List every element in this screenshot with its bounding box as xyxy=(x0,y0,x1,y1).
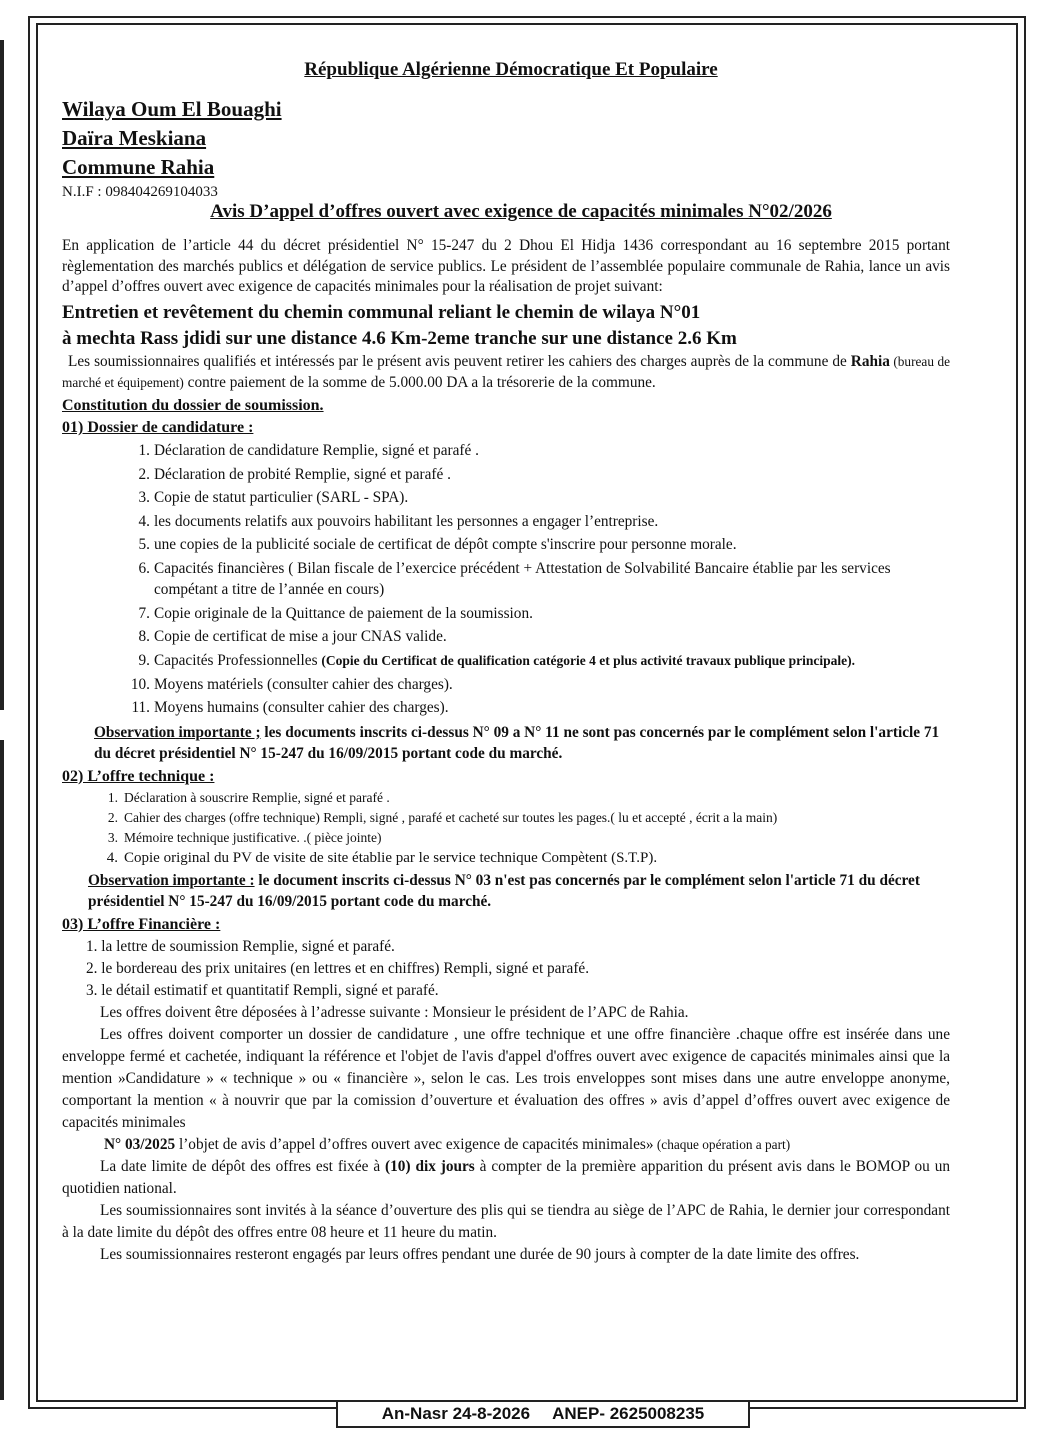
item-number: 1. xyxy=(107,789,118,805)
item-number: 1. xyxy=(138,442,150,460)
candidature-title: 01) Dossier de candidature : xyxy=(62,419,254,437)
republic-heading: République Algérienne Démocratique Et Populaire xyxy=(304,59,718,80)
item-number: 10. xyxy=(130,675,150,693)
item-number: 9. xyxy=(138,651,150,669)
reference-line xyxy=(62,1134,950,1156)
observation-text: le document inscrits ci-dessus N° 03 n'est pas concernés par le complément selon l'article 71 du décret présidentiel N° 15-247 du 16/09/2015 portant code du marché. xyxy=(88,871,920,910)
item-text: Capacités financières ( Bilan fiscale de l’exercice précédent + Attestation de Solvabilité Bancaire établie par les services compétant a titre de l’année en cours) xyxy=(154,559,891,598)
list-item xyxy=(138,625,950,649)
list-item xyxy=(138,650,950,671)
commune-line: Commune Rahia xyxy=(62,154,215,179)
retrait-rahia: Rahia xyxy=(850,352,890,370)
reference-text: l’objet de avis d’appel d’offres ouvert avec exigence de capacités minimales» xyxy=(175,1135,654,1153)
item-number: 4. xyxy=(138,512,150,530)
list-item xyxy=(107,828,950,848)
publication-footer xyxy=(336,1400,750,1428)
anep-reference: ANEP- 2625008235 xyxy=(552,1404,705,1423)
daira-line: Daïra Meskiana xyxy=(62,125,207,150)
item-text: Déclaration de probité Remplie, signé et parafé . xyxy=(154,465,451,483)
observation-technique xyxy=(62,870,950,912)
retrait-part2: contre paiement de la somme de 5.000.00 DA a la trésorerie de la commune. xyxy=(183,373,656,391)
list-item xyxy=(131,696,950,720)
list-item xyxy=(138,463,950,487)
observation-text: les documents inscrits ci-dessus N° 09 a N° 11 ne sont pas concernés par le complément selon l'article 71 du décret présidentiel N° 15-247 du 16/09/2015 portant code du marché. xyxy=(94,723,940,762)
project-line-1: Entretien et revêtement du chemin communal reliant le chemin de wilaya N°01 xyxy=(62,301,701,323)
item-number: 3. xyxy=(138,489,150,507)
candidature-list xyxy=(62,439,950,720)
retrait-bureau: (bureau de marché et équipement) xyxy=(62,353,950,390)
delai-days: (10) dix jours xyxy=(385,1157,475,1175)
list-item xyxy=(138,533,950,557)
newspaper-date: An-Nasr 24-8-2026 xyxy=(381,1404,531,1423)
item-number: 11. xyxy=(131,699,150,717)
technique-list xyxy=(62,788,950,868)
financiere-title: 03) L’offre Financière : xyxy=(62,915,221,933)
list-item xyxy=(138,486,950,510)
list-item xyxy=(107,788,950,808)
list-item: 3. le détail estimatif et quantitatif Rempli, signé et parafé. xyxy=(86,981,439,999)
item-text: les documents relatifs aux pouvoirs habilitant les personnes a engager l’entreprise. xyxy=(154,512,659,530)
list-item xyxy=(138,602,950,626)
item-text-bold: (Copie du Certificat de qualification catégorie 4 et plus activité travaux publique principale). xyxy=(321,652,855,668)
item-text: Capacités Professionnelles xyxy=(154,651,322,669)
wilaya-line: Wilaya Oum El Bouaghi xyxy=(62,96,282,121)
observation-label: Observation importante ; xyxy=(94,723,261,741)
delai-paragraph xyxy=(62,1156,950,1200)
observation-candidature xyxy=(62,722,950,764)
list-item xyxy=(138,558,950,600)
item-text: Moyens humains (consulter cahier des charges). xyxy=(154,699,449,717)
list-item xyxy=(138,439,950,463)
item-number: 2. xyxy=(138,465,150,483)
constitution-title: Constitution du dossier de soumission. xyxy=(62,397,324,415)
item-text: Déclaration de candidature Remplie, signé et parafé . xyxy=(154,442,479,460)
delai-text-2: à compter de la première apparition du présent avis dans le BOMOP ou un quotidien national. xyxy=(62,1157,950,1197)
observation-label: Observation importante : xyxy=(88,871,255,889)
list-item: 2. le bordereau des prix unitaires (en lettres et en chiffres) Rempli, signé et parafé. xyxy=(86,959,590,977)
item-text: Copie originale de la Quittance de paiement de la soumission. xyxy=(154,604,533,622)
item-text: Déclaration à souscrire Remplie, signé et parafé . xyxy=(124,789,390,805)
item-number: 3. xyxy=(107,829,118,845)
item-text: une copies de la publicité sociale de certificat de dépôt compte s'inscrire pour personne morale. xyxy=(154,536,737,554)
reference-number: N° 03/2025 xyxy=(104,1135,176,1153)
item-text: Cahier des charges (offre technique) Rempli, signé , parafé et cacheté sur toutes les pages.( lu et accepté , écrit a la main) xyxy=(124,809,778,825)
retrait-paragraph xyxy=(62,352,950,393)
technique-title: 02) L’offre technique : xyxy=(62,767,215,785)
adresse-paragraph: Les offres doivent être déposées à l’adresse suivante : Monsieur le président de l’APC de Rahia. xyxy=(100,1003,689,1021)
list-item xyxy=(138,510,950,534)
item-text: Mémoire technique justificative. .( pièce jointe) xyxy=(124,829,382,845)
item-text: Moyens matériels (consulter cahier des charges). xyxy=(154,675,453,693)
list-item xyxy=(107,808,950,828)
list-item xyxy=(106,848,950,868)
item-number: 7. xyxy=(138,604,150,622)
item-text: Copie de certificat de mise a jour CNAS valide. xyxy=(154,628,447,646)
project-line-2: à mechta Rass jdidi sur une distance 4.6 Km-2eme tranche sur une distance 2.6 Km xyxy=(62,327,737,349)
engagement-paragraph: Les soumissionnaires resteront engagés par leurs offres pendant une durée de 90 jours à compter de la date limite des offres. xyxy=(100,1245,860,1263)
item-text: Copie original du PV de visite de site établie par le service technique Compètent (S.T.P). xyxy=(124,849,658,866)
item-number: 2. xyxy=(107,809,118,825)
item-text: Copie de statut particulier (SARL - SPA). xyxy=(154,489,409,507)
reference-note: (chaque opération a part) xyxy=(653,1136,791,1152)
intro-paragraph: En application de l’article 44 du décret présidentiel N° 15-247 du 2 Dhou El Hidja 1436 correspondant au 16 septembre 2015 portant règlementation des marchés publics et délégation de service publics. Le président de l’assemblée populaire communale de Rahia, lance un avis d’appel d’offres ouvert avec exigence de capacités minimales pour la réalisation de projet suivant: xyxy=(62,237,950,296)
financiere-list xyxy=(62,936,950,1002)
item-number: 8. xyxy=(138,628,150,646)
nif-line: N.I.F : 098404269104033 xyxy=(62,183,218,200)
item-number: 4. xyxy=(106,849,118,866)
seance-paragraph: Les soumissionnaires sont invités à la séance d’ouverture des plis qui se tiendra au siège de l’APC de Rahia, le dernier jour correspondant à la date limite du dépôt des offres entre 08 heure et 11 heure du matin. xyxy=(62,1201,950,1241)
delai-text-1: La date limite de dépôt des offres est fixée à xyxy=(100,1157,386,1175)
retrait-part1: Les soumissionnaires qualifiés et intéressés par le présent avis peuvent retirer les cahiers des charges auprès de la commune de xyxy=(68,352,851,370)
notice-content xyxy=(62,60,950,1266)
left-edge-mark-bottom xyxy=(0,740,4,1400)
avis-title: Avis D’appel d’offres ouvert avec exigence de capacités minimales N°02/2026 xyxy=(210,200,832,222)
item-number: 5. xyxy=(138,536,150,554)
left-edge-mark-top xyxy=(0,40,4,710)
list-item: 1. la lettre de soumission Remplie, signé et parafé. xyxy=(86,937,395,955)
contenu-paragraph: Les offres doivent comporter un dossier de candidature , une offre technique et une offre financière .chaque offre est insérée dans une enveloppe fermé et cachetée, indiquant la référence et l'objet de l'avis d'appel d'offres ouvert avec exigence de capacités minimales ainsi que la mention »Candidature » « technique » ou « financière », selon le cas. Les trois enveloppes sont mises dans une autre enveloppe anonyme, comportant la mention « à nouvrir que par la comission d’ouverture et évaluation des offres » avis d’appel d’offres ouvert avec exigence de capacités minimales xyxy=(62,1025,950,1131)
item-number: 6. xyxy=(138,559,150,577)
list-item xyxy=(130,673,950,697)
